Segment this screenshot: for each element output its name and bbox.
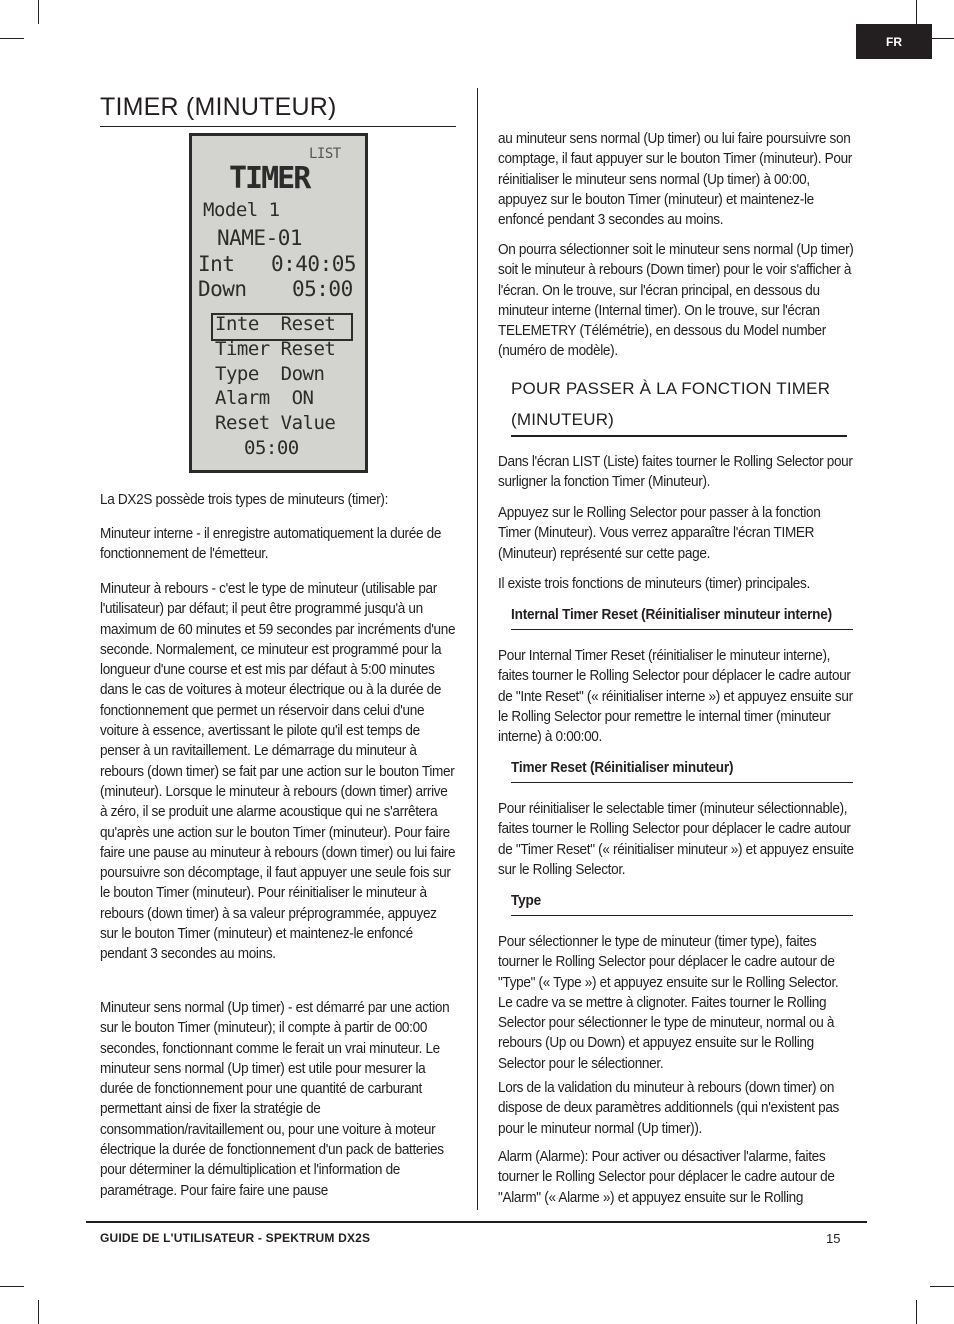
lcd-menu-item: Type Down [215,363,325,385]
paragraph: La DX2S possède trois types de minuteurs (timer): [100,492,389,508]
lcd-menu-item: Inte Reset [215,313,336,335]
paragraph: au minuteur sens normal (Up timer) ou lui faire poursuivre son comptage, il faut appuyer sur le bouton Timer (minuteur). Pour réinitialiser le minuteur sens normal (Up timer) à 00:00, appuyez sur le bouton Timer (minuteur) et maintenez-le enfoncé pendant 3 secondes au moins. [498,131,852,229]
lcd-screen-image [189,133,368,473]
paragraph: Pour Internal Timer Reset (réinitialiser le minuteur interne), faites tourner le Rolling Selector pour déplacer le cadre autour de "Inte Reset" (« réinitialiser interne ») et appuyez ensuite sur le Rolling Selector pour remettre le internal timer (minuteur interne) à 0:00:00. [498,648,853,746]
lcd-menu-item: Timer Reset [215,338,336,360]
crop-mark [38,0,39,24]
subsection-heading-text: Timer Reset (Réinitialiser minuteur) [511,760,734,776]
paragraph: Minuteur sens normal (Up timer) - est démarré par une action sur le bouton Timer (minuteur); il compte à partir de 00:00 secondes, fonctionnant comme le ferait un vrai minuteur. Le minuteur sens normal (Up timer) est utile pour mesurer la durée de fonctionnement pour une quantité de carburant permettant ainsi de fixer la stratégie de consommation/ravitaillement ou, pour une voiture à moteur électrique la durée de fonctionnement d'un pack de batteries pour déterminer la démultiplication et l'information de paramétrage. Pour faire faire une pause [100,1000,450,1199]
paragraph: Pour réinitialiser le selectable timer (minuteur sélectionnable), faites tourner le Rolling Selector pour déplacer le cadre autour de "Timer Reset" (« réinitialiser minuteur ») et appuyez ensuite sur le Rolling Selector. [498,801,854,878]
paragraph: Lors de la validation du minuteur à rebours (down timer) on dispose de deux paramètres additionnels (qui n'existent pas pour le minuteur normal (Up timer)). [498,1080,840,1137]
lcd-int-value: 0:40:05 [271,252,357,276]
paragraph: Minuteur à rebours - c'est le type de minuteur (utilisable par l'utilisateur) par défaut; il peut être programmé jusqu'à un maximum de 60 minutes et 59 secondes par incréments d'une seconde. Normalement, ce minuteur est programmé pour la longueur d'une course et est mis par défaut à 5:00 minutes dans le cas de voitures à moteur électrique ou à la durée de fonctionnement que permet un réservoir dans celui d'une voiture à essence, avertissant le pilote qu'il est temps de penser à un ravitaillement. Le démarrage du minuteur à rebours (down timer) se fait par une action sur le bouton Timer (minuteur). Lorsque le minuteur à rebours (down timer) arrive à zéro, il se produit une alarme acoustique qui ne s'arrêtera qu'après une action sur le bouton Timer (minuteur). Pour faire faire une pause au minuteur à rebours (down timer) ou lui faire poursuivre son décomptage, il faut appuyer une seule fois sur le bouton Timer (minuteur). Pour réinitialiser le minuteur à rebours (down timer) à sa valeur préprogrammée, appuyez sur le bouton Timer (minuteur) et maintenez-le enfoncé pendant 3 secondes au moins. [100,581,456,963]
paragraph: Il existe trois fonctions de minuteurs (timer) principales. [498,576,810,592]
subsection-heading-text: Internal Timer Reset (Réinitialiser minuteur interne) [511,607,832,623]
crop-mark [38,1300,39,1324]
section-heading [511,373,847,437]
subsection-heading-text: Type [511,893,541,909]
crop-mark [916,0,917,24]
lcd-int-label: Int [198,252,235,276]
crop-mark [0,1286,24,1287]
section-heading-line1: POUR PASSER À LA FONCTION TIMER [511,379,831,398]
lcd-down-value: 05:00 [292,277,353,301]
subsection-heading [511,605,853,630]
footer-guide-title: GUIDE DE L'UTILISATEUR - SPEKTRUM DX2S [100,1231,371,1245]
crop-mark [0,38,24,39]
lcd-list-label: LIST [309,146,341,162]
column-divider [477,88,478,1210]
page-title: TIMER (MINUTEUR) [100,92,456,127]
paragraph: Pour sélectionner le type de minuteur (timer type), faites tourner le Rolling Selector pour déplacer le cadre autour de "Type" (« Type ») et appuyez ensuite sur le Rolling Selector. Le cadre va se mettre à clignoter. Faites tourner le Rolling Selector pour sélectionner le type de minuteur, normal ou à rebours (Up ou Down) et appuyez ensuite sur le Rolling Selector pour le sélectionner. [498,934,839,1072]
paragraph: On pourra sélectionner soit le minuteur sens normal (Up timer) soit le minuteur à rebours (Down timer) pour le voir s'afficher à l'écran. On le trouve, sur l'écran principal, en dessous du minuteur interne (Internal timer). On le trouve, sur l'écran TELEMETRY (Télémétrie), en dessous du Model number (numéro de modèle). [498,242,854,360]
paragraph: Alarm (Alarme): Pour activer ou désactiver l'alarme, faites tourner le Rolling Selector pour déplacer le cadre autour de "Alarm" (« Alarme ») et appuyez ensuite sur le Rolling [498,1149,835,1206]
crop-mark [930,1286,954,1287]
lcd-reset-value: 05:00 [244,437,299,459]
language-tab: FR [856,24,932,59]
lcd-heading: TIMER [229,161,310,196]
section-heading-line2: (MINUTEUR) [511,410,615,429]
footer-rule [86,1221,867,1223]
lcd-menu-item: Alarm ON [215,387,314,409]
crop-mark [916,1300,917,1324]
paragraph: Dans l'écran LIST (Liste) faites tourner le Rolling Selector pour surligner la fonction Timer (Minuteur). [498,454,853,491]
subsection-heading [511,758,853,783]
lcd-model: Model 1 [203,199,280,221]
lcd-menu-item: Reset Value [215,412,336,434]
subsection-heading [511,891,853,916]
crop-mark [930,38,954,39]
lcd-down-label: Down [198,277,247,301]
page-number: 15 [826,1231,841,1246]
paragraph: Minuteur interne - il enregistre automatiquement la durée de fonctionnement de l'émetteur. [100,526,442,563]
paragraph: Appuyez sur le Rolling Selector pour passer à la fonction Timer (Minuteur). Vous verrez apparaître l'écran TIMER (Minuteur) représenté sur cette page. [498,505,821,562]
lcd-name: NAME-01 [217,226,303,250]
